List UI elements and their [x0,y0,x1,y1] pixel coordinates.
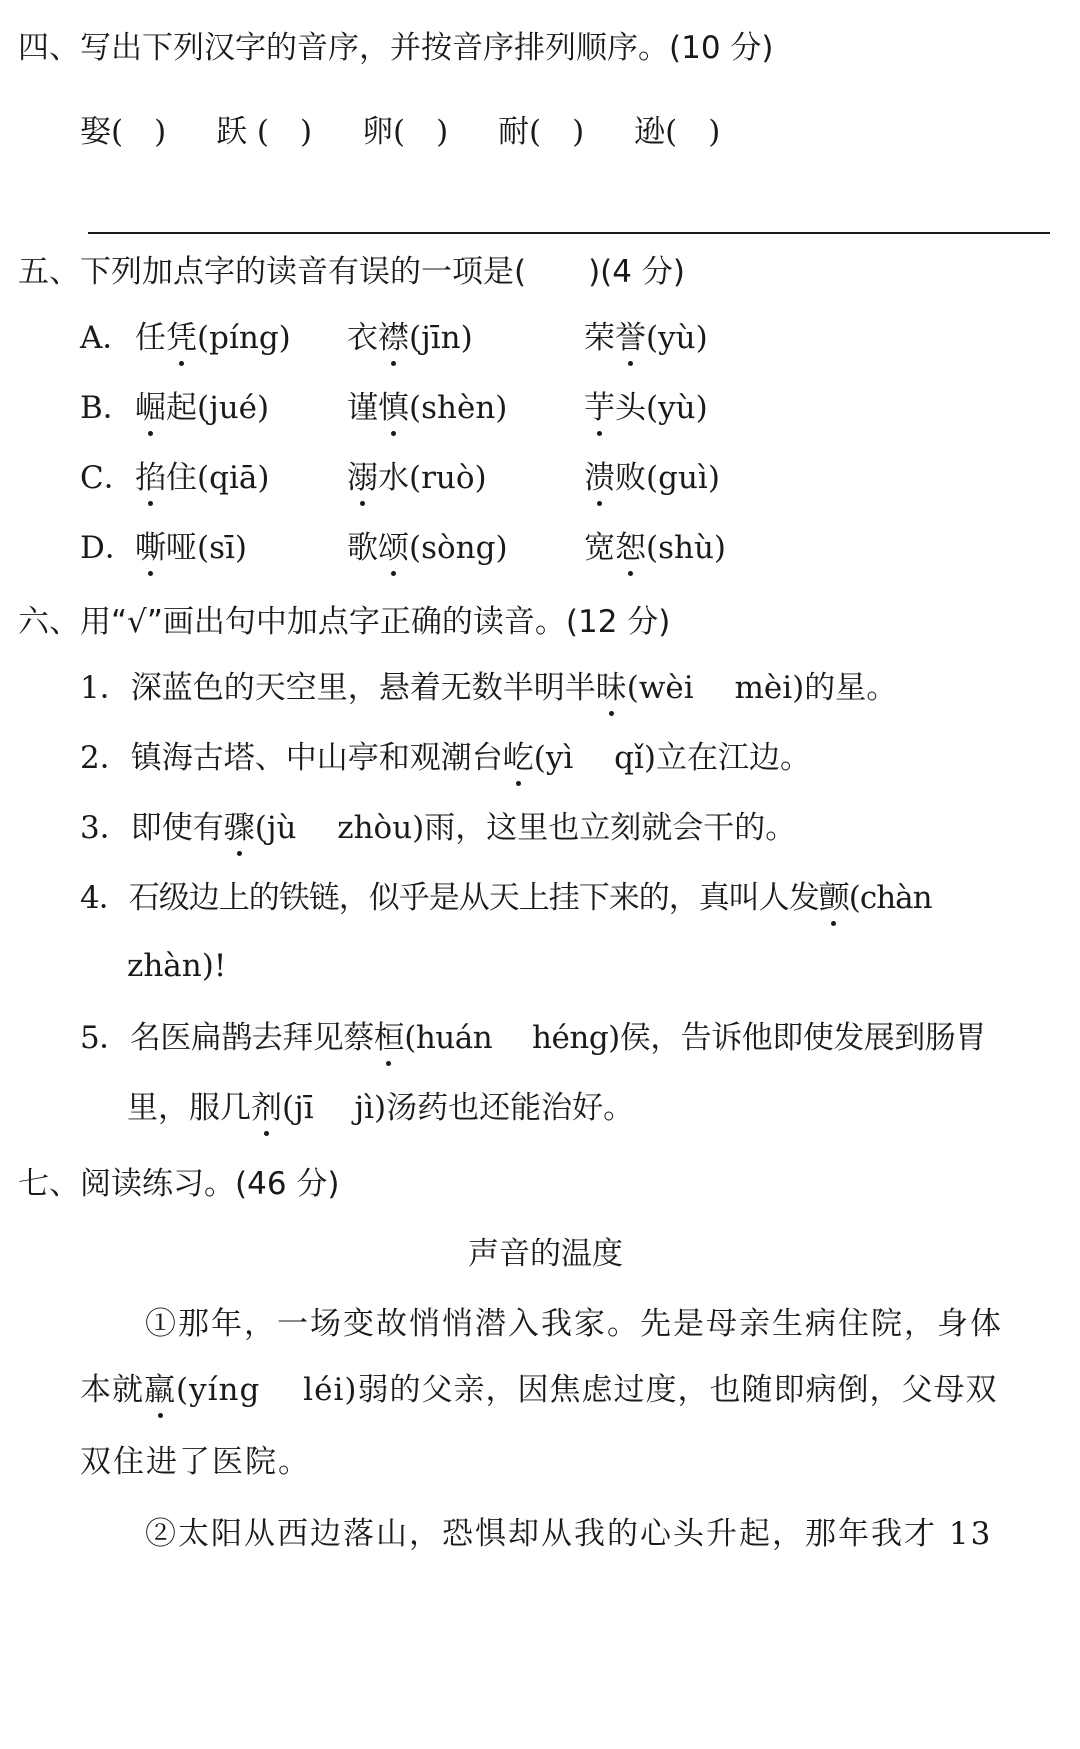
q5-option-b-letter: B． [80,390,134,426]
q6-sentence-5: 5．名医扁鹊去拜见蔡桓(huán héng)侯，告诉他即使发展到肠胃 [80,1012,986,1057]
q4-char-1: 娶( ) [80,114,167,150]
q6-sentence-4-cont: zhàn)! [127,948,227,984]
passage-title: 声音的温度 [468,1236,623,1272]
q5-heading: 五、下列加点字的读音有误的一项是( )(4 分) [18,254,685,290]
passage-p1-line-3: 双住进了医院。 [80,1444,311,1480]
q5-option-c-word-3: 溃败(guì) [584,452,720,497]
q5-option-c-word-2: 溺水(ruò) [347,452,487,497]
q5-option-c-letter: C． [80,460,135,496]
q5-option-d-word-3: 宽恕(shù) [584,522,726,567]
q5-option-b-word-3: 芋头(yù) [584,382,708,427]
passage-p1-line-2: 本就羸(yíng léi)弱的父亲，因焦虑过度，也随即病倒，父母双 [80,1364,997,1409]
q6-sentence-5-cont: 里，服几剂(jī jì)汤药也还能治好。 [127,1082,634,1127]
q5-option-a-word-1: 任凭(píng) [135,312,291,357]
q5-option-b-word-1: 崛起(jué) [135,382,269,427]
q6-heading: 六、用“√”画出句中加点字正确的读音。(12 分) [18,604,671,640]
q5-option-d-word-2: 歌颂(sòng) [347,522,508,567]
q7-heading: 七、阅读练习。(46 分) [18,1166,340,1202]
q5-option-a-letter: A． [80,320,134,356]
q4-char-5: 逊( ) [634,114,721,150]
q5-option-a-word-3: 荣誉(yù) [584,312,708,357]
q6-sentence-3: 3．即使有骤(jù zhòu)雨，这里也立刻就会干的。 [80,802,796,847]
passage-p2-line-1: ②太阳从西边落山，恐惧却从我的心头升起，那年我才 13 [145,1516,993,1552]
q5-option-a-word-2: 衣襟(jīn) [347,312,473,357]
q5-option-c-word-1: 掐住(qiā) [135,452,269,497]
q5-option-d-letter: D． [80,530,136,566]
q4-characters [80,106,760,151]
q6-sentence-2: 2．镇海古塔、中山亭和观潮台屹(yì qǐ)立在江边。 [80,732,811,777]
q4-char-3: 卵( ) [361,114,449,150]
q6-sentence-4: 4．石级边上的铁链，似乎是从天上挂下来的，真叫人发颤(chàn [80,872,932,917]
q4-heading: 四、写出下列汉字的音序，并按音序排列顺序。(10 分) [18,30,774,66]
q4-char-2: 跃 ( ) [216,114,313,150]
q4-answer-line[interactable] [88,232,1050,234]
q5-option-b-word-2: 谨慎(shèn) [347,382,507,427]
q6-sentence-1: 1．深蓝色的天空里，悬着无数半明半昧(wèi mèi)的星。 [80,662,897,707]
q4-char-4: 耐( ) [498,114,585,150]
q5-option-d-word-1: 嘶哑(sī) [135,522,247,567]
passage-p1-line-1: ①那年，一场变故悄悄潜入我家。先是母亲生病住院，身体 [145,1306,1003,1342]
